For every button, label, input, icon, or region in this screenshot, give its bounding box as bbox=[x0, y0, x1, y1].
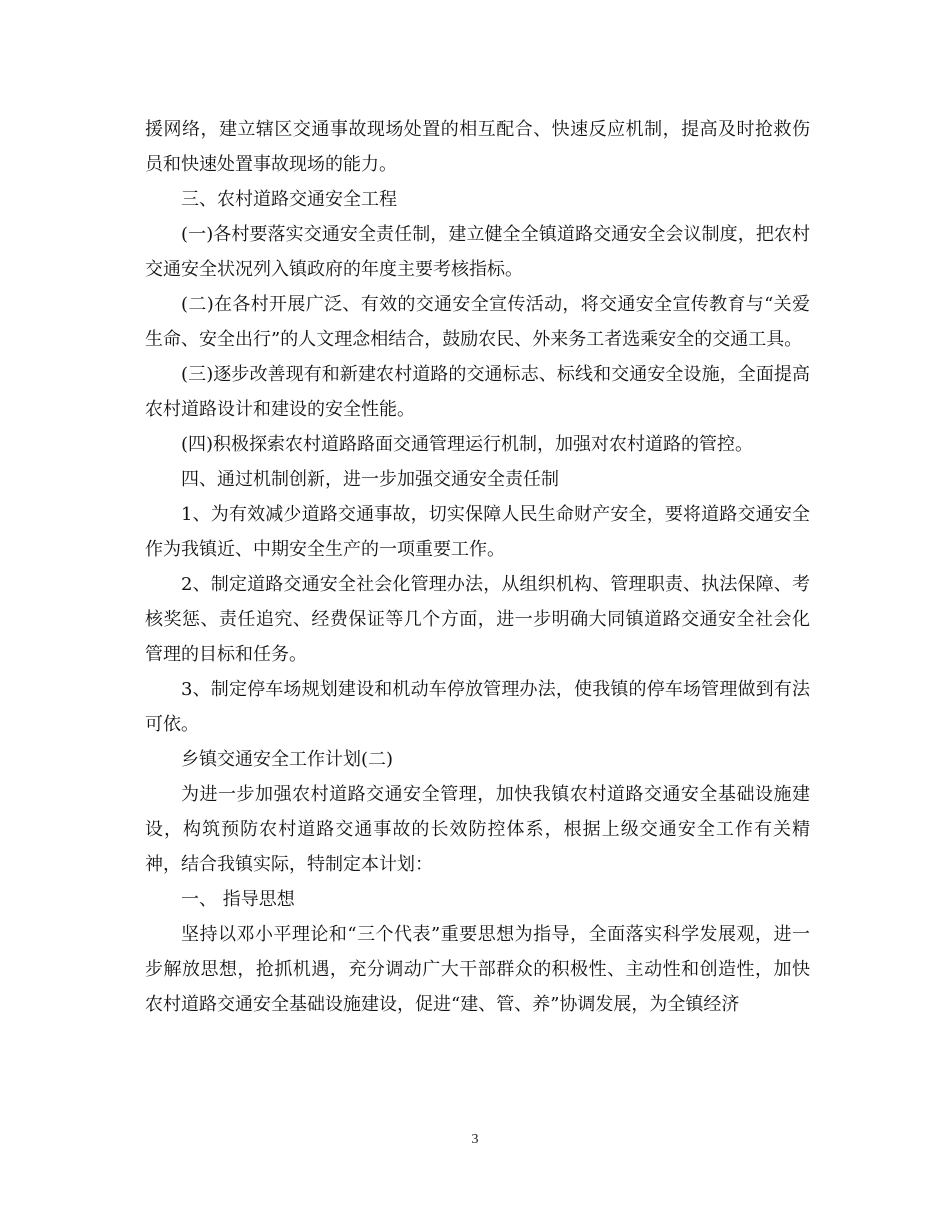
section-heading-3: 三、农村道路交通安全工程 bbox=[181, 189, 397, 210]
paragraph-item-4: (四)积极探索农村道路路面交通管理运行机制，加强对农村道路的管控。 bbox=[181, 434, 754, 455]
paragraph-item-3: (三)逐步改善现有和新建农村道路的交通标志、标线和交通安全设施，全面提高农村道路设计和建设的安全性能。 bbox=[145, 364, 810, 420]
section-heading-4: 四、通过机制创新，进一步加强交通安全责任制 bbox=[181, 469, 559, 490]
paragraph-intro: 为进一步加强农村道路交通安全管理，加快我镇农村道路交通安全基础设施建设，构筑预防农村道路交通事故的长效防控体系，根据上级交通安全工作有关精神，结合我镇实际，特制定本计划： bbox=[145, 784, 810, 875]
document-body bbox=[145, 112, 810, 1022]
paragraph-item-2: (二)在各村开展广泛、有效的交通安全宣传活动，将交通安全宣传教育与“关爱生命、安全出行”的人文理念相结合，鼓励农民、外来务工者选乘安全的交通工具。 bbox=[145, 294, 810, 350]
paragraph-point-3: 3、制定停车场规划建设和机动车停放管理办法，使我镇的停车场管理做到有法可依。 bbox=[145, 679, 810, 735]
paragraph-item-1: (一)各村要落实交通安全责任制，建立健全全镇道路交通安全会议制度，把农村交通安全状况列入镇政府的年度主要考核指标。 bbox=[145, 224, 810, 280]
paragraph-guiding: 坚持以邓小平理论和“三个代表”重要思想为指导，全面落实科学发展观，进一步解放思想，抢抓机遇，充分调动广大干部群众的积极性、主动性和创造性，加快农村道路交通安全基础设施建设，促进“建、管、养”协调发展，为全镇经济 bbox=[145, 924, 810, 1015]
page-number: 3 bbox=[471, 1132, 479, 1147]
document-title-2: 乡镇交通安全工作计划(二) bbox=[181, 749, 394, 770]
section-heading-guiding: 一、 指导思想 bbox=[181, 889, 295, 910]
paragraph-point-2: 2、制定道路交通安全社会化管理办法，从组织机构、管理职责、执法保障、考核奖惩、责任追究、经费保证等几个方面，进一步明确大同镇道路交通安全社会化管理的目标和任务。 bbox=[145, 574, 810, 665]
paragraph-1: 援网络，建立辖区交通事故现场处置的相互配合、快速反应机制，提高及时抢救伤员和快速处置事故现场的能力。 bbox=[145, 119, 810, 175]
paragraph-point-1: 1、为有效减少道路交通事故，切实保障人民生命财产安全，要将道路交通安全作为我镇近、中期安全生产的一项重要工作。 bbox=[145, 504, 810, 560]
